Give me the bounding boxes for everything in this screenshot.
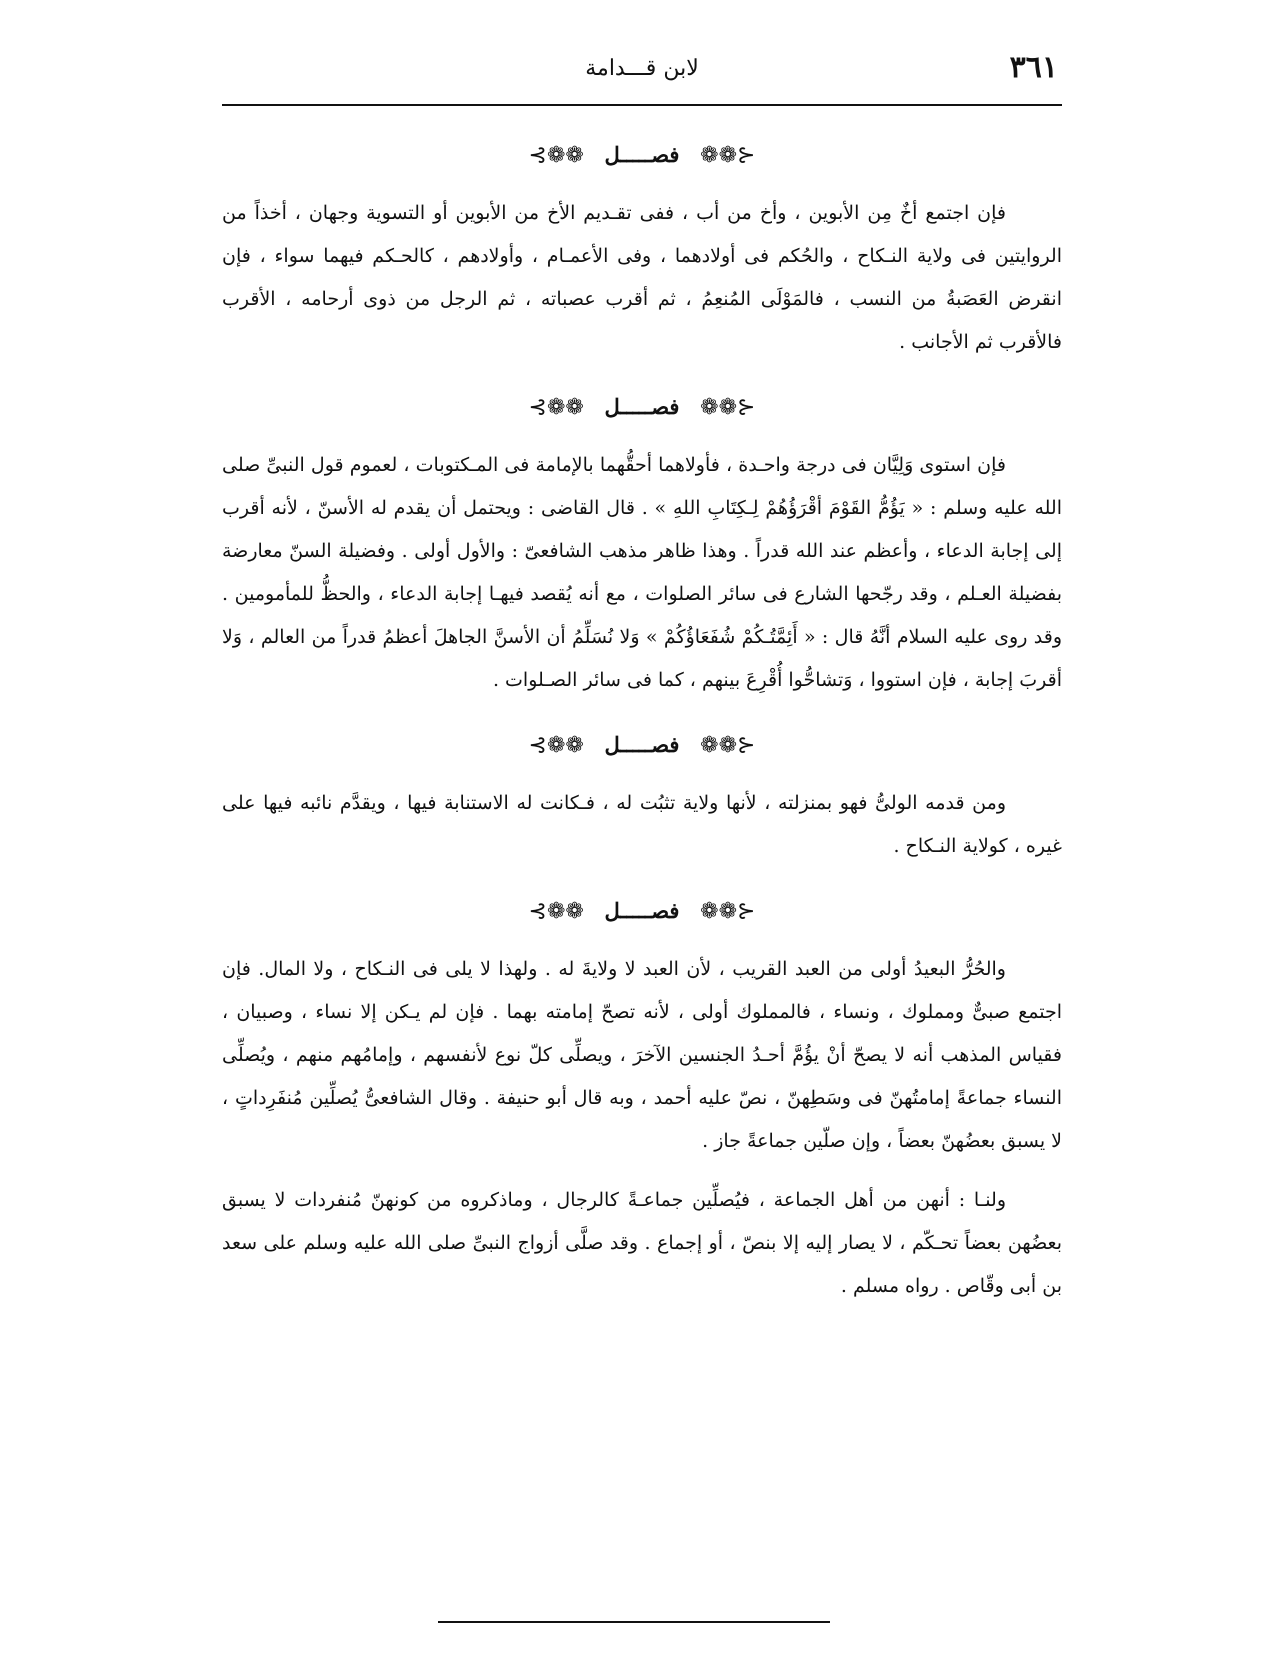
ornament-right-icon: ⊰❁❁ (700, 395, 756, 420)
page-header (222, 50, 1062, 100)
ornament-left-icon: ❁❁⊱ (528, 733, 584, 758)
ornament-right-icon: ⊰❁❁ (700, 899, 756, 924)
section-heading-text: فصـــــل (604, 394, 680, 419)
section-heading-1 (222, 128, 1062, 182)
section-heading-4 (222, 884, 1062, 938)
footer-rule (438, 1621, 830, 1623)
page-number: ٣٦١ (1009, 50, 1058, 85)
section-heading-2 (222, 380, 1062, 434)
ornament-right-icon: ⊰❁❁ (700, 143, 756, 168)
paragraph: فإن اجتمع أخٌ مِن الأبوين ، وأخ من أب ، ففى تقـديم الأخ من الأبوين أو التسوية وجهان ، أخذاً من الروايتين فى ولاية النـكاح ، والحُكم فى أولادهما ، وفى الأعمـام ، وأولادهم ، كالحـكم فيهما سواء ، فإن انقرض العَصَبةُ من النسب ، فالمَوْلَى المُنعِمُ ، ثم أقرب عصباته ، ثم الرجل من ذوى أرحامه ، الأقرب فالأقرب ثم الأجانب . (222, 202, 1062, 353)
ornament-left-icon: ❁❁⊱ (528, 143, 584, 168)
paragraph: ومن قدمه الولىُّ فهو بمنزلته ، لأنها ولاية تثبُت له ، فـكانت له الاستنابة فيها ، ويقدَّم نائبه فيها على غيره ، كولاية النـكاح . (222, 792, 1062, 857)
paragraph: ولنـا : أنهن من أهل الجماعة ، فيُصلِّين جماعـةً كالرجال ، وماذكروه من كونهنّ مُنفردات لا يسبق بعضُهن بعضاً تحـكّم ، لا يصار إليه إلا بنصّ ، أو إجماع . وقد صلَّى أزواج النبىِّ صلى الله عليه وسلم على سعد بن أبى وقّاص . رواه مسلم . (222, 1189, 1062, 1297)
paragraph: والحُرُّ البعيدُ أولى من العبد القريب ، لأن العبد لا ولايةَ له . ولهذا لا يلى فى النـكاح ، ولا المال. فإن اجتمع صبىٌّ ومملوك ، ونساء ، فالمملوك أولى ، لأنه تصحّ إمامته بهما . فإن لم يـكن إلا نساء ، وصبيان ، فقياس المذهب أنه لا يصحّ أنْ يؤُمَّ أحـدُ الجنسين الآخرَ ، ويصلِّى كلّ نوع لأنفسهم ، وإمامُهم منهم ، ويُصلِّى النساء جماعةً إمامتُهنّ فى وسَطِهنّ ، نصّ عليه أحمد ، وبه قال أبو حنيفة . وقال الشافعىُّ يُصلِّين مُنفَرِداتٍ ، لا يسبق بعضُهنّ بعضاً ، وإن صلّين جماعةً جاز . (222, 958, 1062, 1152)
section-heading-text: فصـــــل (604, 898, 680, 923)
section-heading-3 (222, 718, 1062, 772)
page-body (222, 128, 1062, 1324)
section-heading-text: فصـــــل (604, 142, 680, 167)
running-title: لابن قـــدامة (585, 56, 699, 81)
ornament-right-icon: ⊰❁❁ (700, 733, 756, 758)
section-heading-text: فصـــــل (604, 732, 680, 757)
ornament-left-icon: ❁❁⊱ (528, 899, 584, 924)
ornament-left-icon: ❁❁⊱ (528, 395, 584, 420)
paragraph: فإن استوى وَلِيَّان فى درجة واحـدة ، فأولاهما أحقُّهما بالإمامة فى المـكتوبات ، لعموم قول النبىِّ صلى الله عليه وسلم : « يَؤُمُّ القَوْمَ أقْرَؤُهُمْ لِـكِتَابِ اللهِ » . قال القاضى : ويحتمل أن يقدم له الأسنّ ، لأنه أقرب إلى إجابة الدعاء ، وأعظم عند الله قدراً . وهذا ظاهر مذهب الشافعىّ : والأول أولى . وفضيلة السنّ معارضة بفضيلة العـلم ، وقد رجّحها الشارع فى سائر الصلوات ، مع أنه يُقصد فيهـا إجابة الدعاء ، والحظُّ للمأمومين . وقد روى عليه السلام أنَّهُ قال : « أَئِمَّتُـكُمْ شُفَعَاؤُكُمْ » وَلا نُسَلِّمُ أن الأسنَّ الجاهلَ أعظمُ قدراً من العالم ، وَلا أقربَ إجابة ، فإن استووا ، وَتشاحُّوا أُقْرِعَ بينهم ، كما فى سائر الصـلوات . (222, 454, 1062, 691)
header-rule (222, 104, 1062, 106)
